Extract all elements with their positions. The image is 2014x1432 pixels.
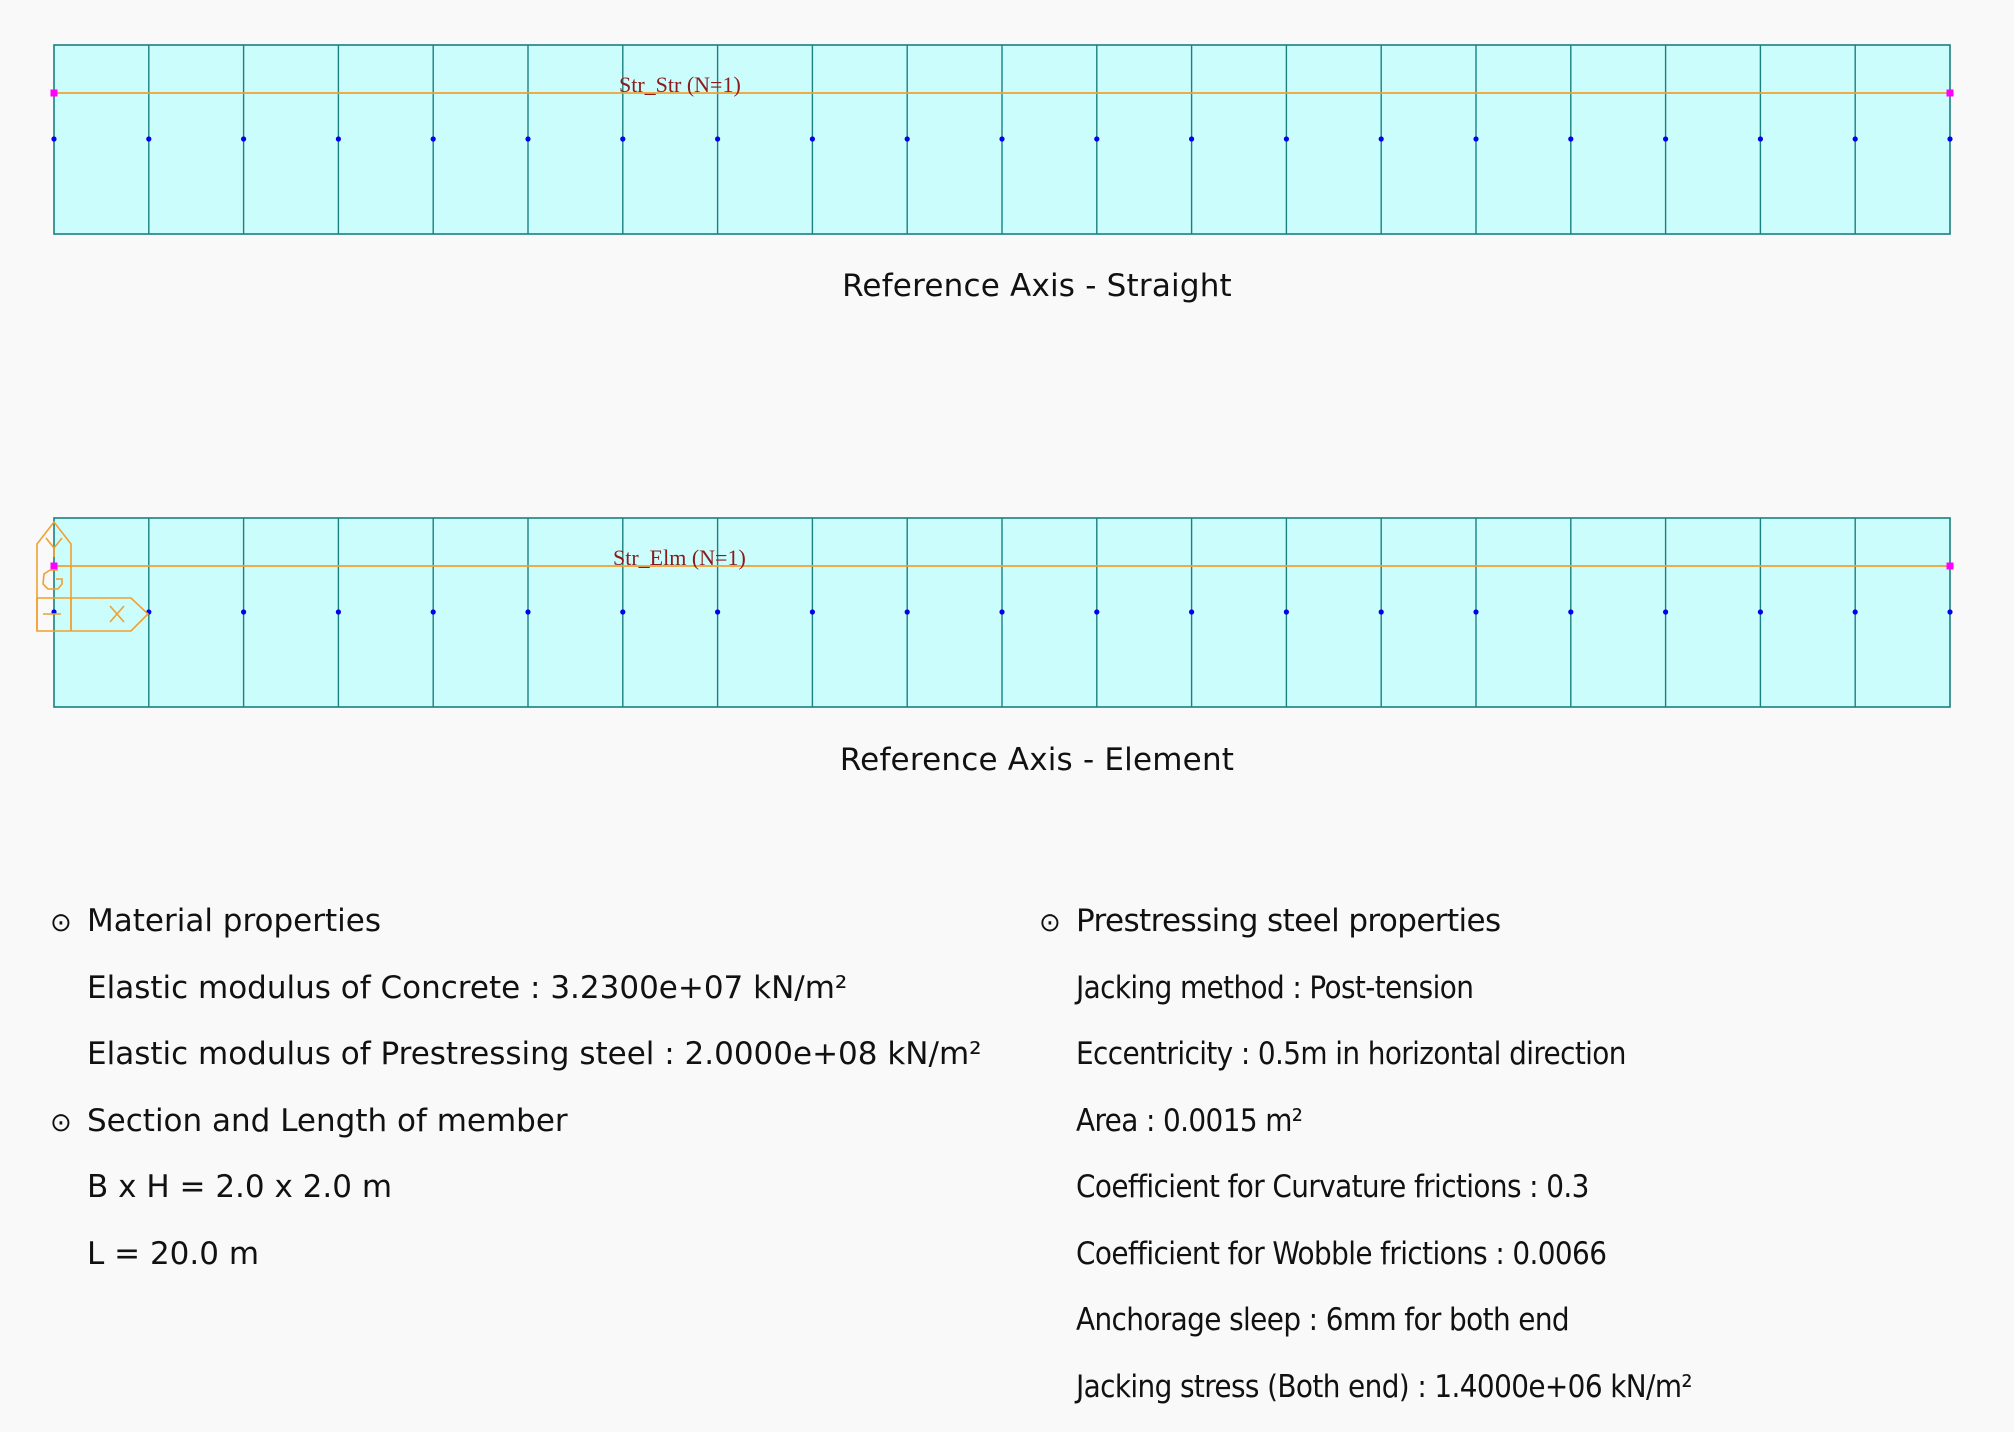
- node-point: [1094, 609, 1099, 614]
- section-heading-section-length: [50, 1097, 982, 1164]
- node-point: [431, 136, 436, 141]
- tendon-anchor: [1947, 90, 1954, 97]
- properties-right-column: [1039, 897, 1692, 1429]
- node-point: [715, 609, 720, 614]
- beam-diagram-straight: [0, 0, 2014, 260]
- beam-mesh: [51, 45, 1954, 234]
- node-point: [1189, 136, 1194, 141]
- section-heading-material: [50, 897, 982, 964]
- node-point: [905, 609, 910, 614]
- property-curvature-friction: Coefficient for Curvature frictions : 0.3: [1076, 1169, 1589, 1205]
- node-point: [1189, 609, 1194, 614]
- node-point: [1853, 609, 1858, 614]
- tendon-label: Str_Str (N=1): [619, 72, 741, 97]
- property-wobble-friction: Coefficient for Wobble frictions : 0.0066: [1076, 1235, 1607, 1272]
- node-point: [1663, 609, 1668, 614]
- node-point: [1379, 609, 1384, 614]
- node-point: [620, 609, 625, 614]
- node-point: [1758, 136, 1763, 141]
- heading-text: Material properties: [87, 903, 381, 939]
- node-point: [1947, 609, 1952, 614]
- node-point: [1758, 609, 1763, 614]
- bullet-icon: ⊙: [1039, 908, 1061, 938]
- node-point: [1568, 609, 1573, 614]
- bullet-icon: ⊙: [50, 908, 72, 938]
- node-point: [1473, 136, 1478, 141]
- node-point: [336, 609, 341, 614]
- node-point: [525, 609, 530, 614]
- property-section-size: B x H = 2.0 x 2.0 m: [87, 1169, 393, 1205]
- node-point: [525, 136, 530, 141]
- node-point: [1947, 136, 1952, 141]
- property-steel-modulus: Elastic modulus of Prestressing steel : 2.0000e+08 kN/m²: [87, 1036, 982, 1072]
- beam-diagram-element: [0, 473, 2014, 733]
- node-point: [1568, 136, 1573, 141]
- tendon-anchor: [51, 563, 58, 570]
- tendon-label: Str_Elm (N=1): [613, 545, 746, 570]
- tendon-anchor: [51, 90, 58, 97]
- node-point: [999, 136, 1004, 141]
- bullet-icon: ⊙: [50, 1107, 72, 1138]
- property-jacking-method: Jacking method : Post-tension: [1076, 969, 1474, 1006]
- node-point: [1473, 609, 1478, 614]
- node-point: [1094, 136, 1099, 141]
- node-point: [905, 136, 910, 141]
- property-length: L = 20.0 m: [87, 1235, 260, 1272]
- node-point: [810, 136, 815, 141]
- heading-text: Prestressing steel properties: [1076, 903, 1501, 939]
- node-point: [1284, 136, 1289, 141]
- section-heading-prestressing: [1039, 897, 1692, 964]
- properties-left-column: [50, 897, 982, 1296]
- property-jacking-stress: Jacking stress (Both end) : 1.4000e+06 kN/m²: [1076, 1368, 1692, 1405]
- diagram-caption-straight: Reference Axis - Straight: [842, 268, 1232, 304]
- node-point: [431, 609, 436, 614]
- node-point: [999, 609, 1004, 614]
- tendon-anchor: [1947, 563, 1954, 570]
- node-point: [1379, 136, 1384, 141]
- node-point: [1853, 136, 1858, 141]
- node-point: [51, 136, 56, 141]
- heading-text: Section and Length of member: [87, 1102, 568, 1139]
- property-eccentricity: Eccentricity : 0.5m in horizontal direction: [1076, 1036, 1626, 1072]
- property-anchorage-slip: Anchorage sleep : 6mm for both end: [1076, 1302, 1570, 1338]
- node-point: [1284, 609, 1289, 614]
- node-point: [241, 136, 246, 141]
- beam-mesh: [51, 518, 1954, 707]
- node-point: [810, 609, 815, 614]
- diagram-caption-element: Reference Axis - Element: [839, 742, 1235, 778]
- property-concrete-modulus: Elastic modulus of Concrete : 3.2300e+07 kN/m²: [87, 969, 848, 1006]
- node-point: [715, 136, 720, 141]
- node-point: [146, 136, 151, 141]
- node-point: [241, 609, 246, 614]
- node-point: [620, 136, 625, 141]
- node-point: [336, 136, 341, 141]
- node-point: [1663, 136, 1668, 141]
- property-area: Area : 0.0015 m²: [1076, 1102, 1303, 1139]
